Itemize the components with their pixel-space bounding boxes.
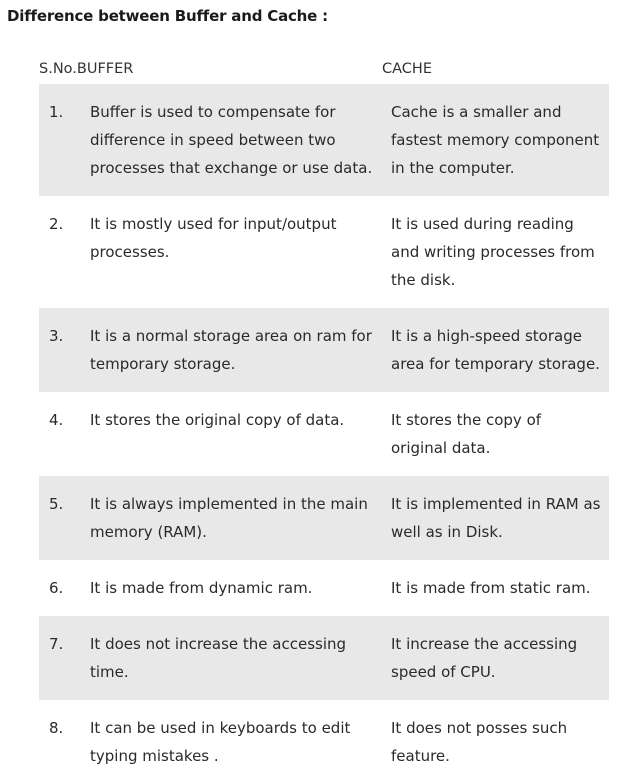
buffer-cell-line: It stores the original copy of data. [90, 411, 345, 429]
cache-cell-line: speed of CPU. [391, 663, 496, 681]
cache-cell-line: It is made from static ram. [391, 579, 591, 597]
buffer-cell [90, 574, 375, 602]
page-title: Difference between Buffer and Cache : [7, 7, 328, 25]
cache-cell-line: the disk. [391, 271, 456, 289]
row-number: 2. [49, 215, 64, 233]
cache-cell [391, 574, 606, 602]
cache-cell-line: feature. [391, 747, 450, 765]
cache-cell-line: and writing processes from [391, 243, 595, 261]
buffer-cell [90, 490, 375, 546]
buffer-cell [90, 98, 375, 182]
buffer-cell-line: processes. [90, 243, 170, 261]
table-row [39, 700, 609, 784]
table-header [39, 54, 609, 84]
buffer-cell [90, 714, 375, 770]
buffer-cell-line: time. [90, 663, 129, 681]
row-number: 3. [49, 327, 64, 345]
row-number: 1. [49, 103, 64, 121]
buffer-cell-line: typing mistakes . [90, 747, 219, 765]
comparison-table [39, 54, 609, 784]
buffer-cell [90, 630, 375, 686]
buffer-cell-line: difference in speed between two [90, 131, 336, 149]
cache-cell-line: Cache is a smaller and [391, 103, 562, 121]
header-cache: CACHE [382, 61, 432, 77]
cache-cell-line: It is a high-speed storage [391, 327, 582, 345]
buffer-cell-line: It is always implemented in the main [90, 495, 368, 513]
cache-cell [391, 490, 606, 546]
cache-cell [391, 210, 606, 294]
row-number: 7. [49, 635, 64, 653]
table-row [39, 392, 609, 476]
buffer-cell-line: It can be used in keyboards to edit [90, 719, 351, 737]
cache-cell [391, 98, 606, 182]
cache-cell-line: original data. [391, 439, 491, 457]
row-number: 5. [49, 495, 64, 513]
table-row [39, 196, 609, 308]
cache-cell-line: fastest memory component [391, 131, 600, 149]
buffer-cell-line: temporary storage. [90, 355, 236, 373]
table-body [39, 84, 609, 784]
table-row [39, 308, 609, 392]
cache-cell-line: It is implemented in RAM as [391, 495, 601, 513]
table-row [39, 616, 609, 700]
cache-cell-line: area for temporary storage. [391, 355, 600, 373]
buffer-cell-line: Buffer is used to compensate for [90, 103, 336, 121]
cache-cell-line: well as in Disk. [391, 523, 503, 541]
buffer-cell-line: memory (RAM). [90, 523, 207, 541]
cache-cell-line: It stores the copy of [391, 411, 542, 429]
cache-cell-line: in the computer. [391, 159, 515, 177]
buffer-cell-line: It does not increase the accessing [90, 635, 347, 653]
buffer-cell [90, 210, 375, 266]
buffer-cell [90, 406, 375, 434]
buffer-cell-line: It is made from dynamic ram. [90, 579, 313, 597]
table-row [39, 476, 609, 560]
buffer-cell-line: It is mostly used for input/output [90, 215, 337, 233]
table-row [39, 560, 609, 616]
cache-cell [391, 630, 606, 686]
table-row [39, 84, 609, 196]
buffer-cell [90, 322, 375, 378]
row-number: 6. [49, 579, 64, 597]
buffer-cell-line: processes that exchange or use data. [90, 159, 373, 177]
cache-cell [391, 714, 606, 770]
row-number: 4. [49, 411, 64, 429]
cache-cell-line: It does not posses such [391, 719, 568, 737]
cache-cell-line: It increase the accessing [391, 635, 578, 653]
cache-cell [391, 322, 606, 378]
header-sno-buffer: S.No.BUFFER [39, 61, 134, 77]
cache-cell-line: It is used during reading [391, 215, 574, 233]
cache-cell [391, 406, 606, 462]
buffer-cell-line: It is a normal storage area on ram for [90, 327, 372, 345]
row-number: 8. [49, 719, 64, 737]
